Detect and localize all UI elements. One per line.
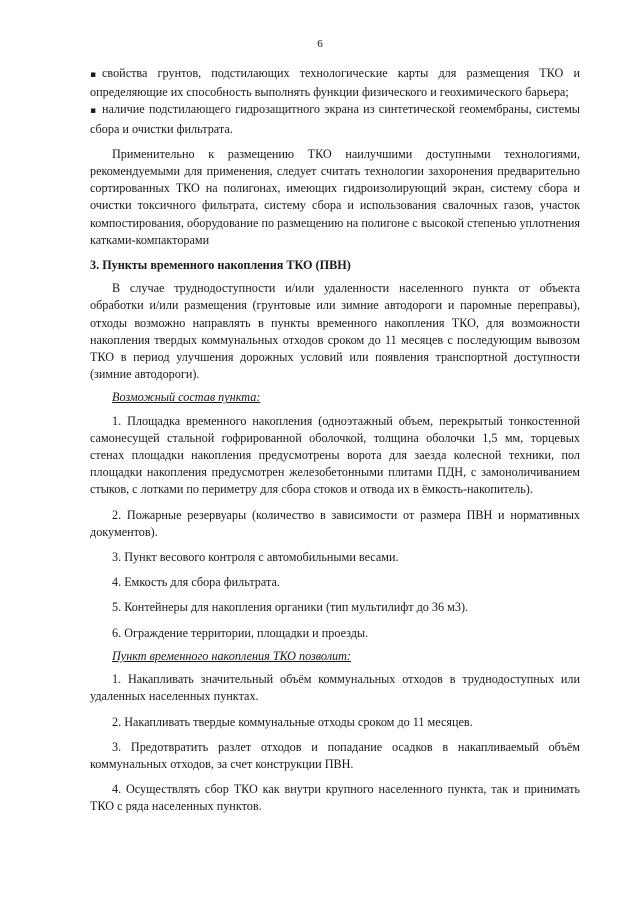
benefit-item: 2. Накапливать твердые коммунальные отходы сроком до 11 месяцев. xyxy=(112,714,473,729)
composition-item: 2. Пожарные резервуары (количество в зависимости от размера ПВН и нормативных документов). xyxy=(90,507,580,539)
composition-item: 4. Емкость для сбора фильтрата. xyxy=(112,575,280,590)
composition-item: 6. Ограждение территории, площадки и проезды. xyxy=(112,625,369,640)
composition-item: 1. Площадка временного накопления (одноэтажный объем, перекрытый тонкостенной самонесущей стальной гофрированной оболочкой, толщина оболочки 1,5 мм, торцевых стенах площадки накопления предусмотрены ворота для заезда колесной техники, пол площадки накопления предусмотрен железобетонными плитами ПДН, с замоноличиванием стыков, с лотками по периметру для сбора стоков и отвода их в ёмкость-накопитель). xyxy=(90,413,580,497)
composition-item: 3. Пункт весового контроля с автомобильными весами. xyxy=(112,550,399,565)
benefit-item: 4. Осуществлять сбор ТКО как внутри крупного населенного пункта, так и принимать ТКО с ряда населенных пунктов. xyxy=(90,782,580,814)
section-heading: 3. Пункты временного накопления ТКО (ПВН) xyxy=(90,258,351,273)
composition-heading-text: Возможный состав пункта: xyxy=(112,390,261,405)
benefit-item: 3. Предотвратить разлет отходов и попадание осадков в накапливаемый объём коммунальных отходов, за счет конструкции ПВН. xyxy=(90,739,580,771)
page-number: 6 xyxy=(317,38,323,50)
benefits-heading-text: Пункт временного накопления ТКО позволит: xyxy=(112,648,351,663)
intro-paragraph: Применительно к размещению ТКО наилучшими доступными технологиями, рекомендуемыми для применения, следует считать технологии захоронения предварительно сортированных ТКО на полигонах, имеющих гидроизолирующий экран, систему сбора и очистки токсичного фильтрата, систему сбора и использования свалочных газов, участок компостирования, оборудование по размещению на полигоне с высокой степенью уплотнения катками-компакторами xyxy=(90,146,580,247)
bullet-text: наличие подстилающего гидрозащитного экрана из синтетической геомембраны, системы сбора и очистки фильтрата. xyxy=(90,102,580,136)
section-paragraph: В случае труднодоступности и/или удаленности населенного пункта от объекта обработки и/или размещения (грунтовые или зимние автодороги и паромные переправы), отходы возможно направлять в пункты временного накопления ТКО, для возможности накопления твердых коммунальных отходов сроком до 11 месяцев с последующим вывозом ТКО в период улучшения дорожных условий или появления транспортной доступности (зимние автодороги). xyxy=(90,281,580,382)
bullet-text: свойства грунтов, подстилающих технологические карты для размещения ТКО и определяющие их способность выполнять функции физического и геохимического барьера; xyxy=(90,66,580,100)
bullet-marker-icon: ▪ xyxy=(90,70,97,80)
bullet-item xyxy=(90,101,580,137)
bullet-marker-icon: ▪ xyxy=(90,106,97,117)
benefit-item: 1. Накапливать значительный объём коммунальных отходов в труднодоступных или удаленных населенных пунктах. xyxy=(90,672,580,704)
benefits-heading xyxy=(90,648,580,665)
page-body xyxy=(90,65,580,816)
composition-item: 5. Контейнеры для накопления органики (тип мультилифт до 36 м3). xyxy=(112,600,469,615)
composition-heading xyxy=(90,389,580,406)
bullet-item xyxy=(90,65,580,101)
